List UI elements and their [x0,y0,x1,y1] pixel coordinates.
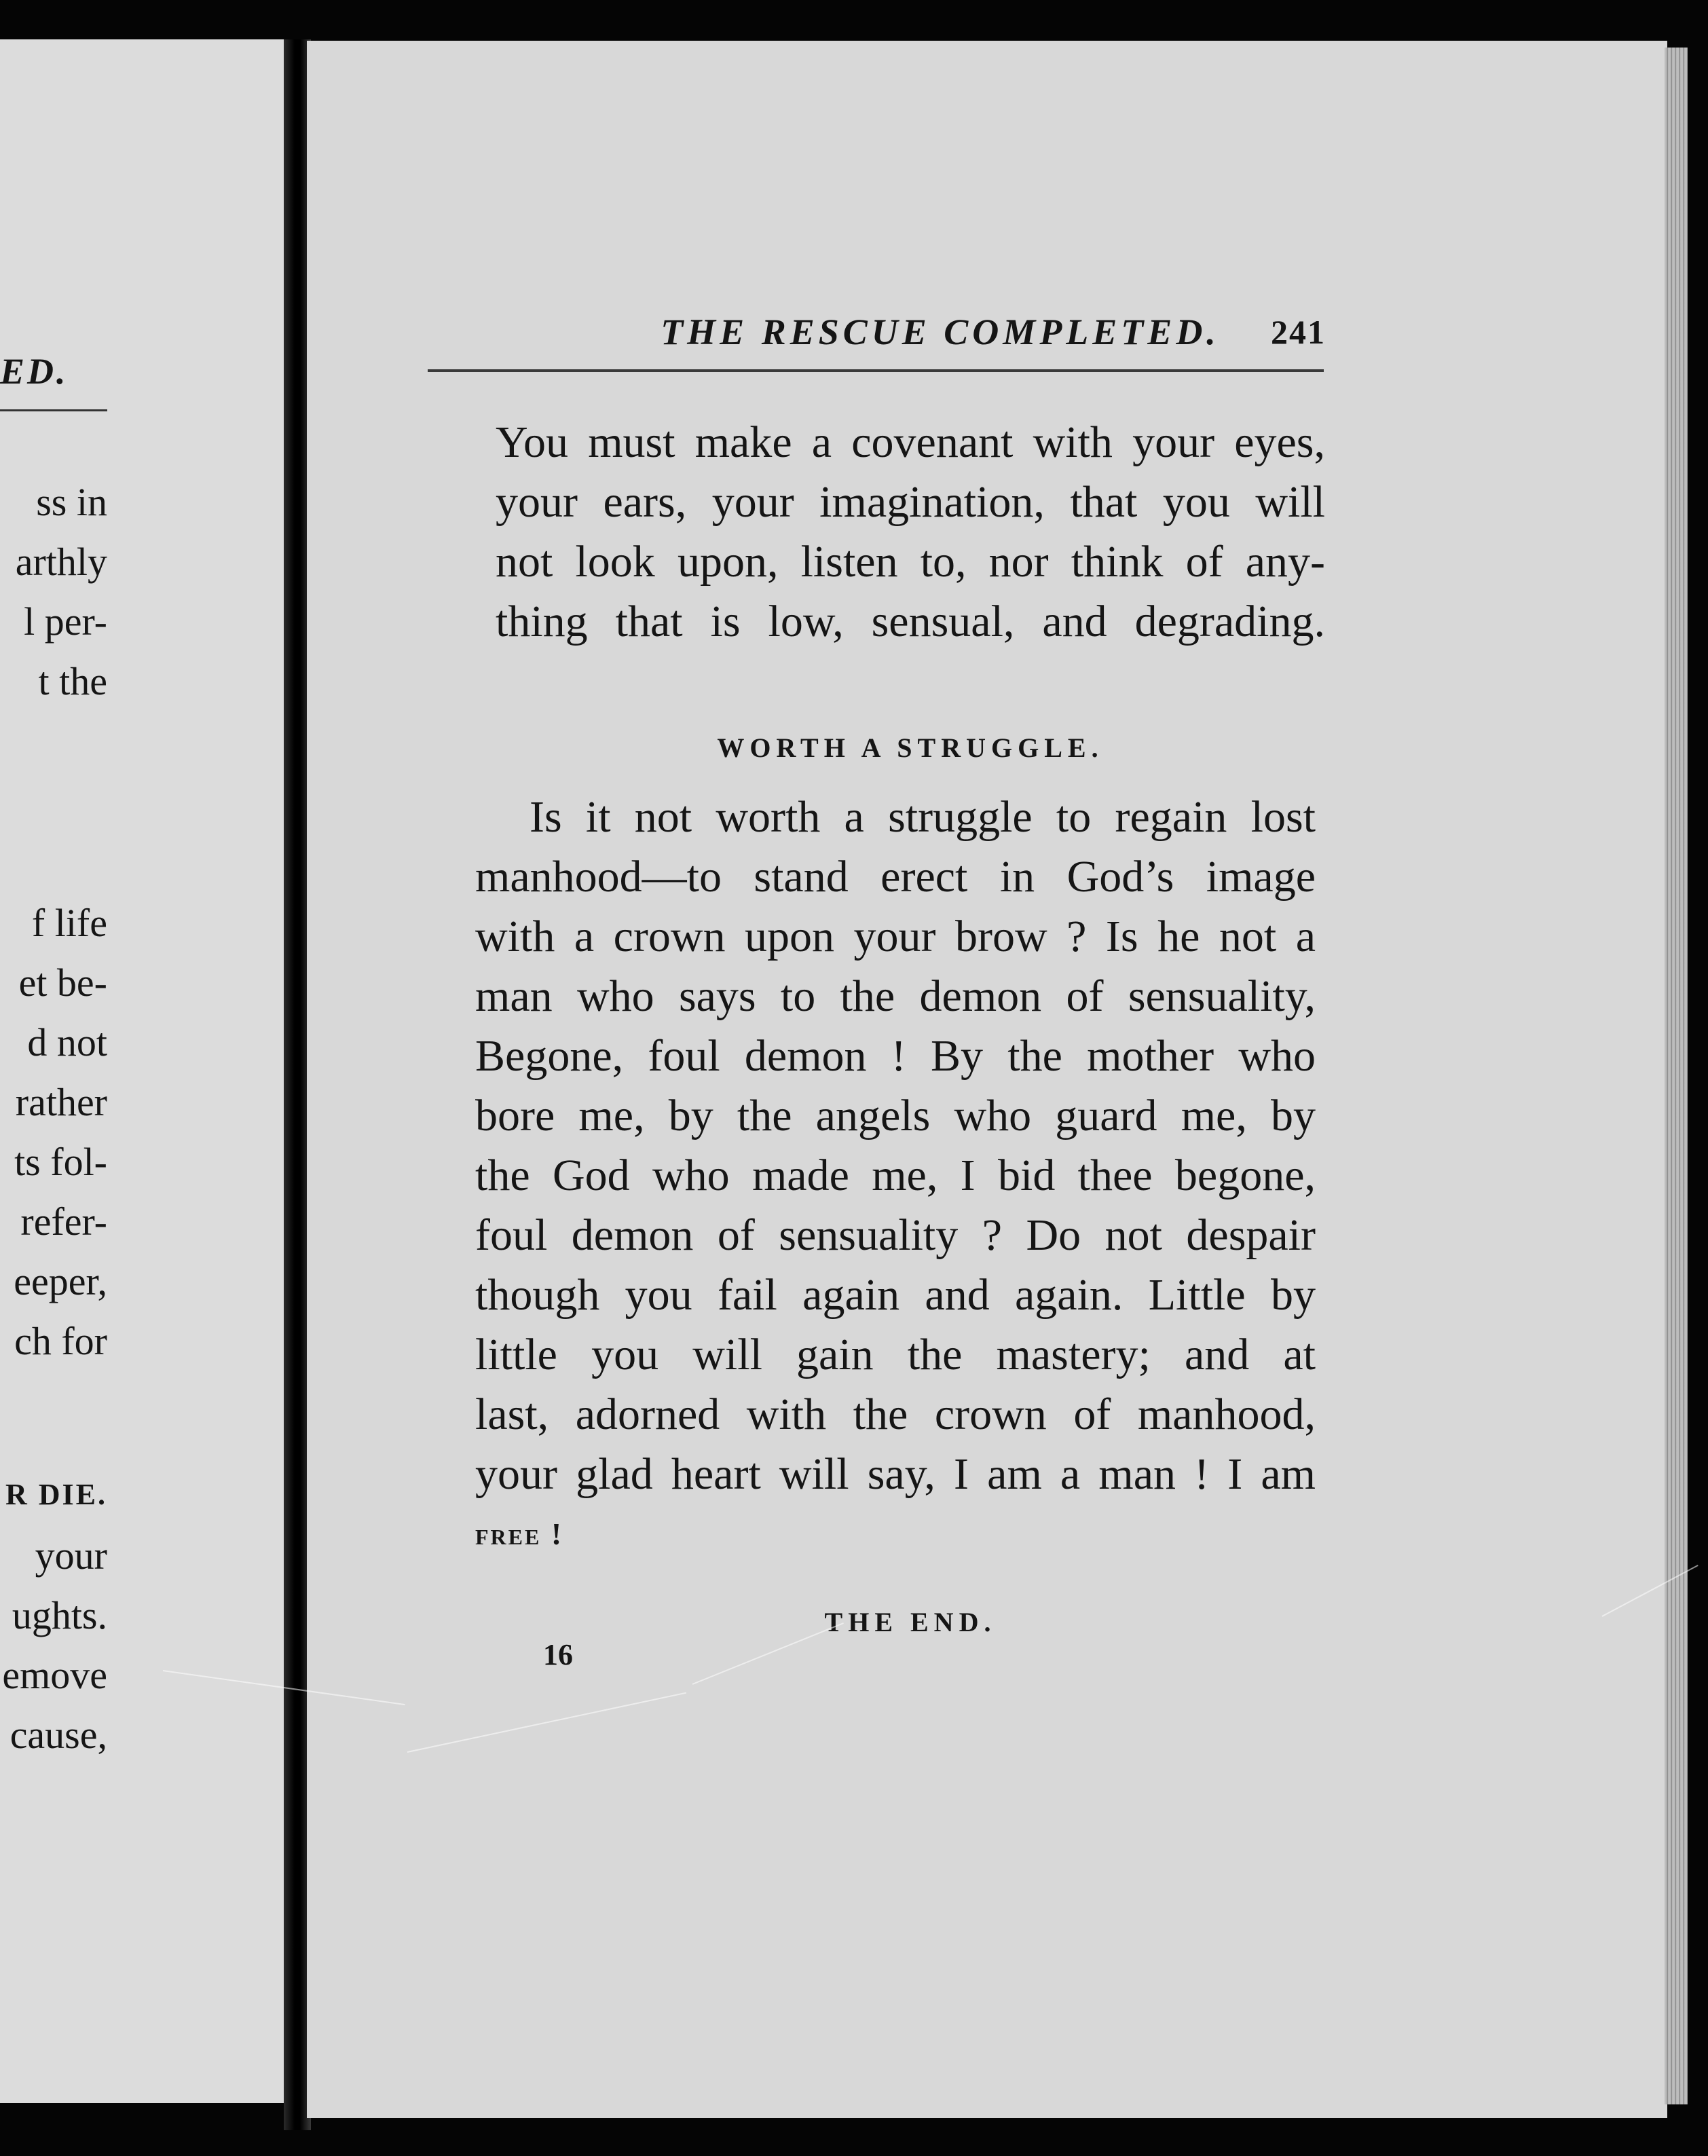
text-line: foul demon of sensuality ? Do not despair [475,1210,1316,1260]
left-fragment: arthly [15,540,107,584]
text-line: your glad heart will say, I am a man ! I am [475,1449,1316,1499]
text-line: bore me, by the angels who guard me, by [475,1091,1316,1140]
left-running-head: ED. [0,351,69,392]
left-fragment: et be- [18,961,107,1005]
text-line-final: free ! [475,1517,564,1551]
left-fragment: ss in [36,480,107,524]
left-fragment: t the [38,659,107,703]
text-line: Begone, foul demon ! By the mother who [475,1031,1316,1081]
left-fragment: emove [2,1653,107,1697]
page-edges [1665,48,1688,2104]
left-fragment: ughts. [12,1593,107,1637]
text-line: You must make a covenant with your eyes, [496,417,1325,467]
section-heading: WORTH A STRUGGLE. [717,732,1104,763]
text-line: man who says to the demon of sensuality, [475,971,1316,1021]
left-fragment: rather [15,1080,107,1124]
left-fragment: d not [27,1020,107,1064]
left-fragment: cause, [10,1713,107,1757]
text-line: not look upon, listen to, nor think of any- [496,537,1325,587]
text-line: last, adorned with the crown of manhood, [475,1390,1316,1439]
text-line: little you will gain the mastery; and at [475,1330,1316,1379]
text-line: though you fail again and again. Little by [475,1270,1316,1320]
left-fragment: f life [31,901,107,945]
left-facing-page [0,39,291,2103]
page-number: 241 [1271,313,1326,351]
the-end-label: THE END. [824,1607,997,1637]
text-line: thing that is low, sensual, and degrading. [496,597,1325,646]
running-head-title: THE RESCUE COMPLETED. [661,312,1220,352]
left-fragment: l per- [24,599,107,644]
left-fragment: eeper, [14,1259,107,1303]
paragraph-worth-a-struggle [475,787,1316,1564]
paragraph-covenant [496,413,1325,652]
right-running-head [363,311,1327,358]
signature-mark: 16 [543,1638,573,1671]
text-line: manhood—to stand erect in God’s image [475,852,1316,902]
head-rule [428,369,1324,372]
left-head-rule [0,409,107,411]
text-line: Is it not worth a struggle to regain lost [530,792,1316,842]
text-line: with a crown upon your brow ? Is he not a [475,912,1316,961]
text-line: your ears, your imagination, that you will [496,477,1325,527]
text-line: the God who made me, I bid thee begone, [475,1151,1316,1200]
left-fragment: refer- [20,1200,107,1244]
left-section-heading-fragment: R DIE. [5,1478,107,1511]
left-fragment: your [35,1534,107,1578]
left-fragment: ch for [14,1319,107,1363]
left-fragment: ts fol- [14,1140,107,1184]
